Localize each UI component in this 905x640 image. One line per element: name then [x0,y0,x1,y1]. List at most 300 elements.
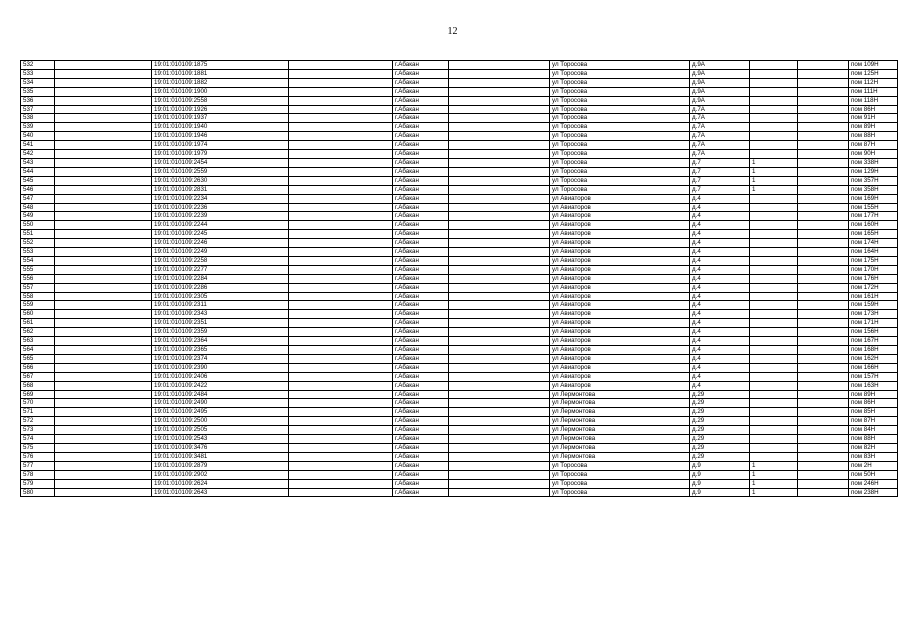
cadastral-number: 19:01:010109:2902 [152,470,289,479]
empty-cell [449,194,550,203]
street: ул Авиаторов [550,319,690,328]
table-row [21,230,898,239]
table-row [21,167,898,176]
row-number: 552 [21,239,55,248]
premises: пом 89Н [849,123,898,132]
table-row [21,346,898,355]
building [750,372,798,381]
house: д.7А [690,105,750,114]
premises: пом 246Н [849,479,898,488]
table-row [21,399,898,408]
empty-cell [449,123,550,132]
row-number: 542 [21,150,55,159]
empty-cell [798,301,849,310]
empty-cell [449,354,550,363]
empty-cell [55,452,152,461]
building [750,78,798,87]
table-row [21,417,898,426]
row-number: 577 [21,461,55,470]
row-number: 548 [21,203,55,212]
table-row [21,390,898,399]
premises: пом 177Н [849,212,898,221]
cadastral-number: 19:01:010109:1900 [152,87,289,96]
empty-cell [55,470,152,479]
table-row [21,221,898,230]
premises: пом 160Н [849,221,898,230]
premises: пом 338Н [849,158,898,167]
empty-cell [289,194,393,203]
city: г.Абакан [393,337,449,346]
empty-cell [798,158,849,167]
building [750,283,798,292]
empty-cell [289,274,393,283]
city: г.Абакан [393,96,449,105]
empty-cell [798,212,849,221]
city: г.Абакан [393,78,449,87]
table-row [21,78,898,87]
city: г.Абакан [393,87,449,96]
row-number: 576 [21,452,55,461]
table-row [21,488,898,497]
empty-cell [289,150,393,159]
street: ул Лермонтова [550,435,690,444]
empty-cell [798,87,849,96]
premises: пом 129Н [849,167,898,176]
row-number: 546 [21,185,55,194]
cadastral-number: 19:01:010109:2249 [152,248,289,257]
empty-cell [449,114,550,123]
city: г.Абакан [393,435,449,444]
premises: пом 91Н [849,114,898,123]
street: ул Торосова [550,78,690,87]
empty-cell [55,479,152,488]
empty-cell [798,176,849,185]
row-number: 558 [21,292,55,301]
premises: пом 159Н [849,301,898,310]
building [750,319,798,328]
empty-cell [798,141,849,150]
cadastral-number: 19:01:010109:1926 [152,105,289,114]
table-row [21,114,898,123]
empty-cell [798,105,849,114]
city: г.Абакан [393,256,449,265]
city: г.Абакан [393,319,449,328]
empty-cell [449,105,550,114]
cadastral-number: 19:01:010109:2543 [152,435,289,444]
premises: пом 173Н [849,310,898,319]
premises: пом 88Н [849,435,898,444]
city: г.Абакан [393,230,449,239]
building: 1 [750,470,798,479]
table-row [21,87,898,96]
building [750,150,798,159]
row-number: 555 [21,265,55,274]
street: ул Лермонтова [550,399,690,408]
house: д.29 [690,452,750,461]
building [750,354,798,363]
street: ул Торосова [550,61,690,70]
city: г.Абакан [393,69,449,78]
city: г.Абакан [393,372,449,381]
city: г.Абакан [393,443,449,452]
empty-cell [449,96,550,105]
building [750,256,798,265]
city: г.Абакан [393,346,449,355]
empty-cell [449,479,550,488]
premises: пом 172Н [849,283,898,292]
cadastral-number: 19:01:010109:2484 [152,390,289,399]
cadastral-number: 19:01:010109:1937 [152,114,289,123]
row-number: 561 [21,319,55,328]
building [750,248,798,257]
building [750,194,798,203]
city: г.Абакан [393,354,449,363]
empty-cell [289,283,393,292]
street: ул Лермонтова [550,443,690,452]
table-row [21,239,898,248]
empty-cell [798,452,849,461]
table-row [21,194,898,203]
empty-cell [798,123,849,132]
premises: пом 85Н [849,408,898,417]
building: 1 [750,479,798,488]
premises: пом 111Н [849,87,898,96]
empty-cell [449,292,550,301]
empty-cell [289,479,393,488]
premises: пом 175Н [849,256,898,265]
empty-cell [55,203,152,212]
row-number: 557 [21,283,55,292]
empty-cell [55,301,152,310]
house: д.4 [690,301,750,310]
empty-cell [289,417,393,426]
empty-cell [55,354,152,363]
row-number: 565 [21,354,55,363]
premises: пом 86Н [849,399,898,408]
table-row [21,443,898,452]
table-row [21,337,898,346]
premises: пом 164Н [849,248,898,257]
empty-cell [449,212,550,221]
city: г.Абакан [393,363,449,372]
empty-cell [449,301,550,310]
building [750,61,798,70]
empty-cell [449,185,550,194]
empty-cell [55,443,152,452]
empty-cell [449,239,550,248]
street: ул Авиаторов [550,328,690,337]
premises: пом 84Н [849,426,898,435]
table-row [21,461,898,470]
street: ул Торосова [550,176,690,185]
empty-cell [55,248,152,257]
premises: пом 166Н [849,363,898,372]
empty-cell [289,212,393,221]
empty-cell [289,452,393,461]
cadastral-number: 19:01:010109:2365 [152,346,289,355]
cadastral-number: 19:01:010109:2505 [152,426,289,435]
house: д.4 [690,337,750,346]
cadastral-number: 19:01:010109:1882 [152,78,289,87]
empty-cell [55,230,152,239]
empty-cell [798,96,849,105]
table-row [21,105,898,114]
empty-cell [55,150,152,159]
empty-cell [289,488,393,497]
empty-cell [289,105,393,114]
cadastral-number: 19:01:010109:1940 [152,123,289,132]
empty-cell [289,203,393,212]
cadastral-number: 19:01:010109:2359 [152,328,289,337]
row-number: 567 [21,372,55,381]
cadastral-number: 19:01:010109:2406 [152,372,289,381]
empty-cell [449,256,550,265]
empty-cell [55,105,152,114]
city: г.Абакан [393,194,449,203]
table-row [21,408,898,417]
house: д.9А [690,78,750,87]
house: д.9 [690,470,750,479]
street: ул Торосова [550,69,690,78]
street: ул Авиаторов [550,194,690,203]
premises: пом 86Н [849,105,898,114]
empty-cell [798,61,849,70]
empty-cell [449,363,550,372]
empty-cell [449,274,550,283]
cadastral-number: 19:01:010109:2246 [152,239,289,248]
empty-cell [449,328,550,337]
street: ул Торосова [550,167,690,176]
page-number: 12 [447,26,458,37]
house: д.4 [690,328,750,337]
building [750,426,798,435]
row-number: 564 [21,346,55,355]
empty-cell [289,158,393,167]
empty-cell [798,461,849,470]
table-row [21,69,898,78]
table-row [21,435,898,444]
premises: пом 157Н [849,372,898,381]
building [750,443,798,452]
empty-cell [449,337,550,346]
property-table [20,60,898,497]
premises: пом 83Н [849,452,898,461]
street: ул Авиаторов [550,354,690,363]
building [750,212,798,221]
empty-cell [55,141,152,150]
row-number: 563 [21,337,55,346]
house: д.29 [690,399,750,408]
street: ул Лермонтова [550,417,690,426]
city: г.Абакан [393,390,449,399]
table-row [21,426,898,435]
city: г.Абакан [393,301,449,310]
empty-cell [449,417,550,426]
cadastral-number: 19:01:010109:2495 [152,408,289,417]
street: ул Лермонтова [550,408,690,417]
row-number: 537 [21,105,55,114]
city: г.Абакан [393,461,449,470]
building [750,69,798,78]
house: д.7А [690,141,750,150]
row-number: 553 [21,248,55,257]
premises: пом 168Н [849,346,898,355]
empty-cell [289,248,393,257]
city: г.Абакан [393,167,449,176]
city: г.Абакан [393,239,449,248]
city: г.Абакан [393,417,449,426]
premises: пом 167Н [849,337,898,346]
street: ул Торосова [550,123,690,132]
empty-cell [289,69,393,78]
building [750,417,798,426]
empty-cell [289,265,393,274]
row-number: 575 [21,443,55,452]
cadastral-number: 19:01:010109:2558 [152,96,289,105]
street: ул Лермонтова [550,426,690,435]
empty-cell [55,123,152,132]
empty-cell [289,435,393,444]
house: д.4 [690,203,750,212]
street: ул Торосова [550,114,690,123]
empty-cell [449,408,550,417]
building [750,123,798,132]
empty-cell [798,435,849,444]
street: ул Авиаторов [550,310,690,319]
house: д.29 [690,435,750,444]
empty-cell [449,78,550,87]
empty-cell [289,470,393,479]
empty-cell [289,354,393,363]
street: ул Лермонтова [550,452,690,461]
table-row [21,141,898,150]
empty-cell [55,319,152,328]
table-row [21,381,898,390]
premises: пом 155Н [849,203,898,212]
premises: пом 82Н [849,443,898,452]
table-row [21,61,898,70]
table-row [21,203,898,212]
cadastral-number: 19:01:010109:2343 [152,310,289,319]
house: д.4 [690,354,750,363]
empty-cell [289,61,393,70]
table-body [21,61,898,497]
building: 1 [750,158,798,167]
empty-cell [289,390,393,399]
street: ул Торосова [550,96,690,105]
city: г.Абакан [393,141,449,150]
house: д.4 [690,319,750,328]
empty-cell [798,381,849,390]
table-row [21,301,898,310]
empty-cell [449,230,550,239]
empty-cell [449,176,550,185]
empty-cell [55,310,152,319]
row-number: 551 [21,230,55,239]
empty-cell [55,69,152,78]
empty-cell [798,265,849,274]
table-row [21,158,898,167]
table-row [21,363,898,372]
empty-cell [55,256,152,265]
empty-cell [798,283,849,292]
empty-cell [55,96,152,105]
city: г.Абакан [393,212,449,221]
empty-cell [55,167,152,176]
table-row [21,132,898,141]
building [750,132,798,141]
street: ул Авиаторов [550,256,690,265]
house: д.7 [690,158,750,167]
cadastral-number: 19:01:010109:2258 [152,256,289,265]
empty-cell [55,176,152,185]
premises: пом 87Н [849,417,898,426]
city: г.Абакан [393,488,449,497]
street: ул Авиаторов [550,292,690,301]
street: ул Авиаторов [550,212,690,221]
house: д.4 [690,256,750,265]
house: д.29 [690,443,750,452]
cadastral-number: 19:01:010109:2239 [152,212,289,221]
premises: пом 238Н [849,488,898,497]
row-number: 539 [21,123,55,132]
empty-cell [798,426,849,435]
street: ул Торосова [550,132,690,141]
street: ул Авиаторов [550,363,690,372]
empty-cell [449,167,550,176]
empty-cell [289,443,393,452]
row-number: 569 [21,390,55,399]
table-row [21,185,898,194]
cadastral-number: 19:01:010109:3476 [152,443,289,452]
empty-cell [798,443,849,452]
cadastral-number: 19:01:010109:2630 [152,176,289,185]
empty-cell [289,399,393,408]
city: г.Абакан [393,114,449,123]
street: ул Авиаторов [550,283,690,292]
street: ул Торосова [550,150,690,159]
city: г.Абакан [393,185,449,194]
row-number: 544 [21,167,55,176]
city: г.Абакан [393,328,449,337]
row-number: 547 [21,194,55,203]
cadastral-number: 19:01:010109:2422 [152,381,289,390]
cadastral-number: 19:01:010109:2277 [152,265,289,274]
empty-cell [55,185,152,194]
empty-cell [449,87,550,96]
house: д.29 [690,408,750,417]
street: ул Авиаторов [550,381,690,390]
house: д.9 [690,479,750,488]
street: ул Авиаторов [550,274,690,283]
building [750,114,798,123]
building [750,408,798,417]
cadastral-number: 19:01:010109:1974 [152,141,289,150]
table-row [21,274,898,283]
premises: пом 169Н [849,194,898,203]
empty-cell [55,337,152,346]
city: г.Абакан [393,452,449,461]
row-number: 541 [21,141,55,150]
building: 1 [750,167,798,176]
empty-cell [55,283,152,292]
empty-cell [289,256,393,265]
row-number: 543 [21,158,55,167]
house: д.4 [690,274,750,283]
empty-cell [798,203,849,212]
street: ул Торосова [550,479,690,488]
street: ул Торосова [550,461,690,470]
